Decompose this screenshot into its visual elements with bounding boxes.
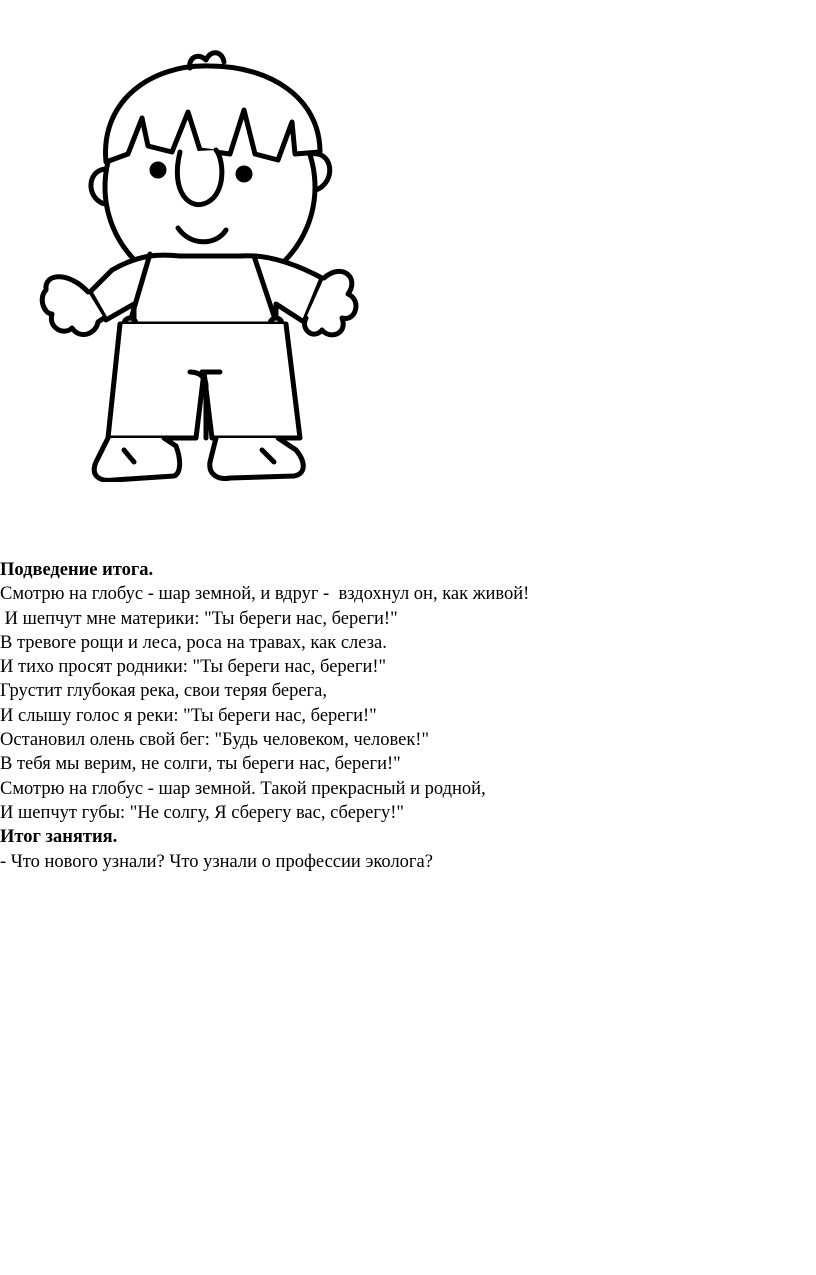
poem-line: Остановил олень свой бег: "Будь человеком, человек!" (0, 730, 430, 751)
poem-line: И шепчут мне материки: "Ты береги нас, береги!" (0, 608, 398, 629)
poem-line: Смотрю на глобус - шар земной. Такой прекрасный и родной, (0, 778, 486, 799)
poem-line: Смотрю на глобус - шар земной, и вдруг - вздохнул он, как живой! (0, 584, 530, 605)
poem-line: В тебя мы верим, не солги, ты береги нас, береги!" (0, 754, 401, 775)
text-content (0, 558, 816, 874)
poem-line: Грустит глубокая река, свои теряя берега, (0, 681, 327, 702)
lesson-result-heading: Итог занятия. (0, 827, 118, 848)
lesson-question: - Что нового узнали? Что узнали о профессии эколога? (0, 851, 433, 872)
poem-line: И слышу голос я реки: "Ты береги нас, береги!" (0, 705, 377, 726)
poem-line: И шепчут губы: "Не солгу, Я сберегу вас, сберегу!" (0, 802, 404, 823)
summary-heading: Подведение итога. (0, 560, 154, 580)
poem-line: И тихо просят родники: "Ты береги нас, береги!" (0, 657, 387, 678)
poem-line: В тревоге рощи и леса, роса на травах, как слеза. (0, 632, 387, 653)
boy-illustration-icon (30, 42, 360, 482)
